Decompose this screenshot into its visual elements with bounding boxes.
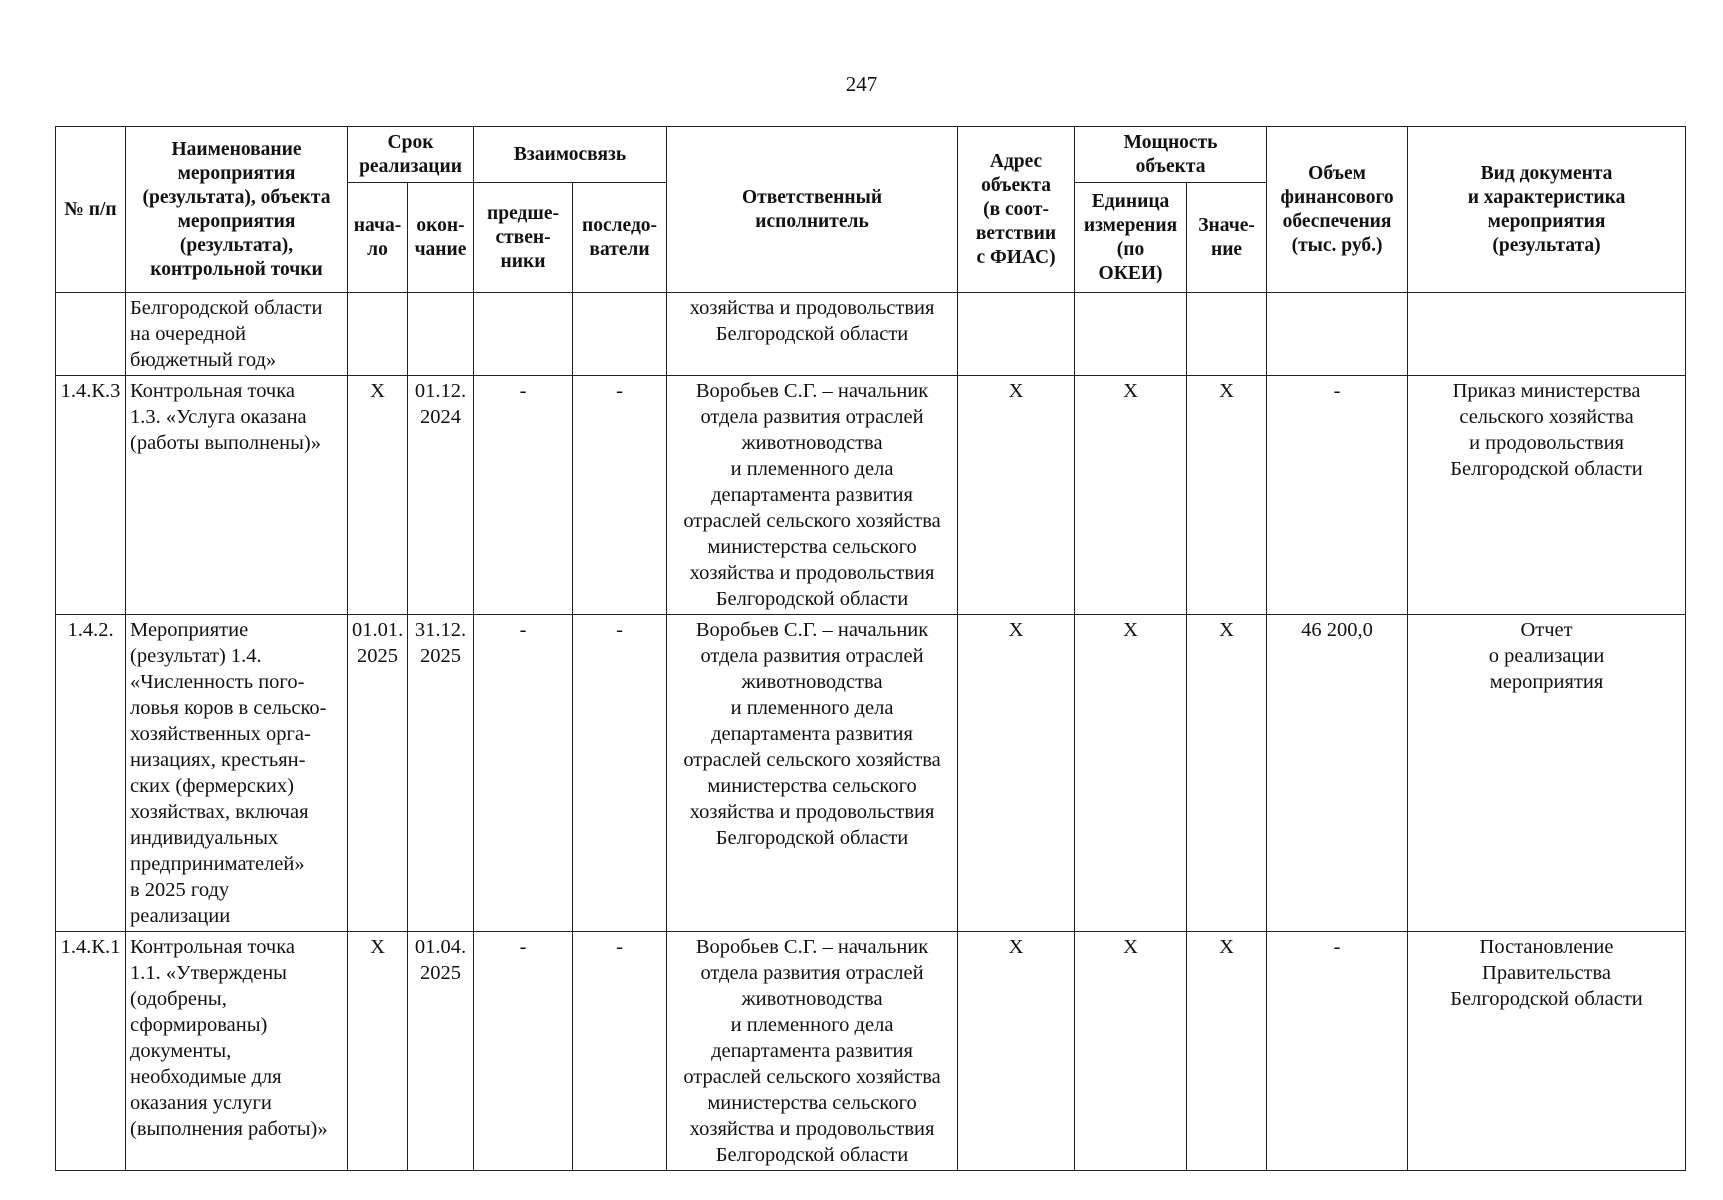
header-term: Срок реализации: [348, 127, 474, 183]
header-link: Взаимосвязь: [474, 127, 667, 183]
cell-value: X: [1187, 376, 1267, 615]
cell-responsible: Воробьев С.Г. – начальник отдела развития отраслей животноводства и племенного дела департамента развития отраслей сельского хозяйства министерства сельского хозяйства и продовольствия Белгородской области: [667, 376, 958, 615]
cell-document: Отчет о реализации мероприятия: [1408, 615, 1686, 932]
table-row: [56, 293, 1686, 376]
cell-start: [348, 293, 408, 376]
cell-finance: [1267, 293, 1408, 376]
cell-name: Мероприятие (результат) 1.4. «Численность пого- ловья коров в сельско- хозяйственных орга- низациях, крестьян- ских (фермерских) хозяйствах, включая индивидуальных предпринимателей» в 2025 году реализации: [126, 615, 348, 932]
header-end: окон- чание: [408, 183, 474, 293]
cell-unit: X: [1075, 376, 1187, 615]
cell-name: Белгородской области на очередной бюджетный год»: [126, 293, 348, 376]
cell-address: X: [958, 932, 1075, 1171]
table-header: [56, 127, 1686, 293]
cell-end: 31.12. 2025: [408, 615, 474, 932]
header-responsible: Ответственный исполнитель: [667, 127, 958, 293]
header-finance: Объем финансового обеспечения (тыс. руб.): [1267, 127, 1408, 293]
cell-unit: [1075, 293, 1187, 376]
cell-responsible: Воробьев С.Г. – начальник отдела развития отраслей животноводства и племенного дела департамента развития отраслей сельского хозяйства министерства сельского хозяйства и продовольствия Белгородской области: [667, 615, 958, 932]
header-address: Адрес объекта (в соот- ветствии с ФИАС): [958, 127, 1075, 293]
header-unit: Единица измерения (по ОКЕИ): [1075, 183, 1187, 293]
header-document: Вид документа и характеристика мероприятия (результата): [1408, 127, 1686, 293]
cell-end: 01.04. 2025: [408, 932, 474, 1171]
table-row: [56, 615, 1686, 932]
cell-finance: 46 200,0: [1267, 615, 1408, 932]
cell-num: 1.4.К.3: [56, 376, 126, 615]
cell-succ: [573, 293, 667, 376]
cell-finance: -: [1267, 376, 1408, 615]
cell-address: X: [958, 376, 1075, 615]
table-body: [56, 293, 1686, 1171]
cell-num: 1.4.К.1: [56, 932, 126, 1171]
header-num: № п/п: [56, 127, 126, 293]
cell-value: X: [1187, 615, 1267, 932]
header-successors: последо- ватели: [573, 183, 667, 293]
cell-address: X: [958, 615, 1075, 932]
cell-pred: -: [474, 932, 573, 1171]
page-number: 247: [845, 72, 878, 96]
cell-address: [958, 293, 1075, 376]
table-row: [56, 932, 1686, 1171]
header-predecessors: предше- ствен- ники: [474, 183, 573, 293]
cell-num: 1.4.2.: [56, 615, 126, 932]
cell-name: Контрольная точка 1.1. «Утверждены (одобрены, сформированы) документы, необходимые для оказания услуги (выполнения работы)»: [126, 932, 348, 1171]
cell-succ: -: [573, 932, 667, 1171]
cell-num: [56, 293, 126, 376]
cell-responsible: хозяйства и продовольствия Белгородской области: [667, 293, 958, 376]
cell-document: Постановление Правительства Белгородской области: [1408, 932, 1686, 1171]
cell-value: X: [1187, 932, 1267, 1171]
cell-start: 01.01. 2025: [348, 615, 408, 932]
table-row: [56, 376, 1686, 615]
cell-pred: -: [474, 376, 573, 615]
header-start: нача- ло: [348, 183, 408, 293]
cell-finance: -: [1267, 932, 1408, 1171]
cell-succ: -: [573, 376, 667, 615]
cell-value: [1187, 293, 1267, 376]
cell-succ: -: [573, 615, 667, 932]
cell-start: X: [348, 932, 408, 1171]
cell-pred: [474, 293, 573, 376]
cell-name: Контрольная точка 1.3. «Услуга оказана (работы выполнены)»: [126, 376, 348, 615]
header-name: Наименование мероприятия (результата), объекта мероприятия (результата), контрольной точки: [126, 127, 348, 293]
cell-pred: -: [474, 615, 573, 932]
cell-end: 01.12. 2024: [408, 376, 474, 615]
cell-responsible: Воробьев С.Г. – начальник отдела развития отраслей животноводства и племенного дела департамента развития отраслей сельского хозяйства министерства сельского хозяйства и продовольствия Белгородской области: [667, 932, 958, 1171]
cell-unit: X: [1075, 615, 1187, 932]
cell-unit: X: [1075, 932, 1187, 1171]
plan-table: [55, 126, 1686, 1171]
header-capacity: Мощность объекта: [1075, 127, 1267, 183]
cell-document: [1408, 293, 1686, 376]
cell-start: X: [348, 376, 408, 615]
cell-document: Приказ министерства сельского хозяйства и продовольствия Белгородской области: [1408, 376, 1686, 615]
cell-end: [408, 293, 474, 376]
header-value: Значе- ние: [1187, 183, 1267, 293]
